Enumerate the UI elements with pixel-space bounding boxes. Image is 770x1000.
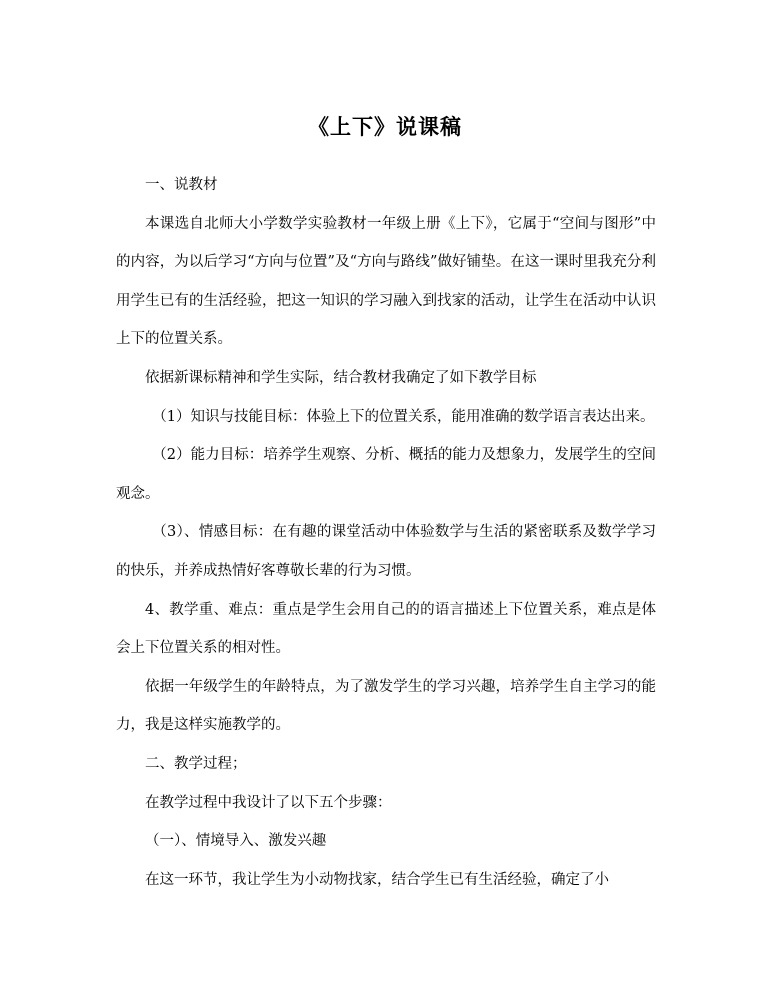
paragraph-goal-knowledge: （1）知识与技能目标：体验上下的位置关系，能用准确的数学语言表达出来。 (152, 408, 655, 425)
document-title: 《上下》说课稿 (308, 114, 462, 139)
paragraph-goal-ability: （2）能力目标：培养学生观察、分析、概括的能力及想象力，发展学生的空间观念。 (116, 447, 656, 502)
paragraph-key-points: 4、教学重、难点：重点是学生会用自己的的语言描述上下位置关系，难点是体会上下位置关系的相对性。 (116, 601, 656, 657)
paragraph-intro: 本课选自北师大小学数学实验教材一年级上册《上下》，它属于“空间与图形”中的内容，为以后学习“方向与位置”及“方向与路线”做好铺垫。在这一课时里我充分利用学生已有的生活经验，把这一知识的学习融入到找家的活动，让学生在活动中认识上下的位置关系。 (116, 215, 656, 348)
paragraph-goal-emotion: （3）、情感目标：在有趣的课堂活动中体验数学与生活的紧密联系及数学学习的快乐，并养成热情好客尊敬长辈的行为习惯。 (116, 524, 656, 579)
paragraph-objectives-lead: 依据新课标精神和学生实际，结合教材我确定了如下教学目标 (145, 369, 537, 386)
section-heading-teaching-material: 一、说教材 (145, 177, 218, 193)
paragraph-step-one-body: 在这一环节，我让学生为小动物找家，结合学生已有生活经验，确定了小 (145, 871, 609, 888)
paragraph-approach: 依据一年级学生的年龄特点，为了激发学生的学习兴趣，培养学生自主学习的能力，我是这样实施教学的。 (116, 678, 656, 734)
paragraph-steps-lead: 在教学过程中我设计了以下五个步骤： (145, 794, 392, 811)
section-heading-teaching-process: 二、教学过程； (145, 755, 247, 772)
document-body (116, 166, 656, 899)
paragraph-step-one-heading: （一）、情境导入、激发兴趣 (145, 833, 327, 850)
